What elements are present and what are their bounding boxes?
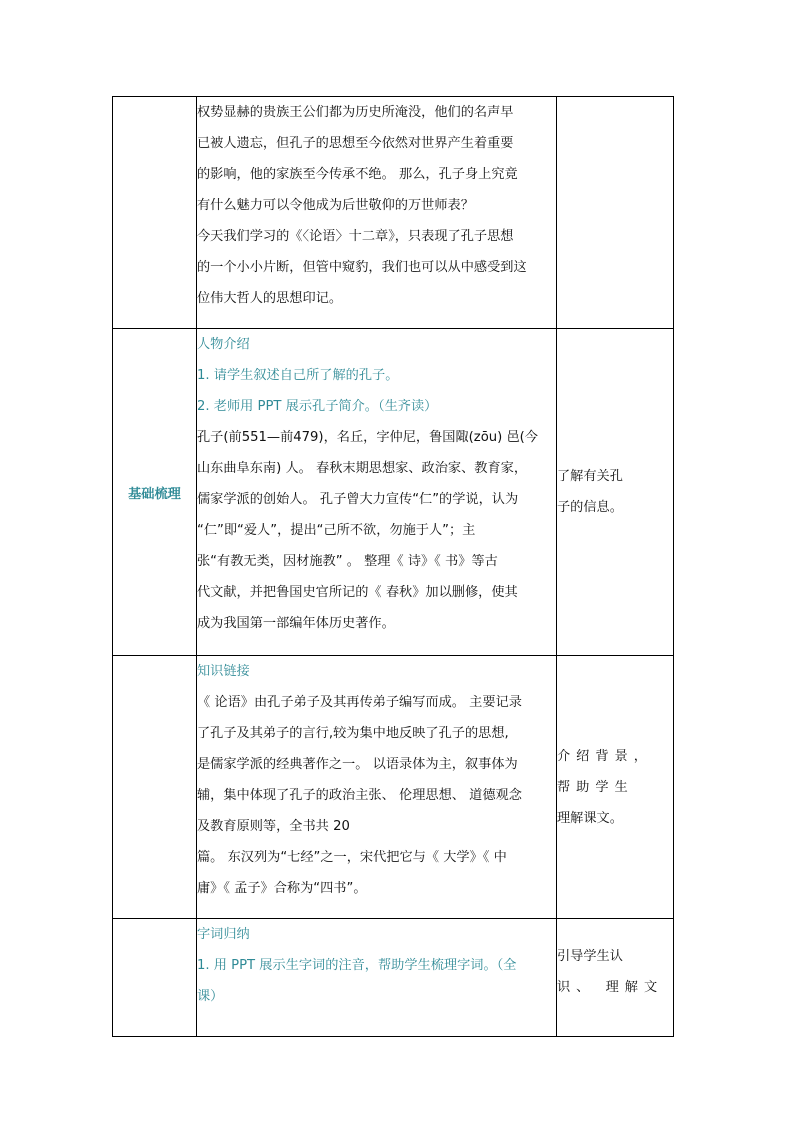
- vocab-content-cell: [197, 919, 557, 1037]
- table-row-intro: [113, 97, 674, 329]
- note-line: 介绍背景，: [557, 748, 653, 764]
- intro-line: 的一个小小片断，但管中窥豹，我们也可以从中感受到这: [197, 260, 527, 275]
- table-row-knowledge: [113, 656, 674, 919]
- intro-line: 有什么魅力可以令他成为后世敬仰的万世师表？: [197, 198, 474, 213]
- knowledge-line: 庸》《 孟子》合称为“四书”。: [197, 881, 367, 896]
- knowledge-line: 及教育原则等，全书共 20: [197, 819, 350, 834]
- note-line: 子的信息。: [557, 500, 623, 515]
- bio-line: 代文献，并把鲁国史官所记的《 春秋》加以删修，使其: [197, 585, 518, 600]
- row-label-cell-empty: [113, 97, 197, 329]
- intro-line: 已被人遗忘，但孔子的思想至今依然对世界产生着重要: [197, 136, 514, 151]
- intro-line: 位伟大哲人的思想印记。: [197, 291, 343, 306]
- note-line: 了解有关孔: [557, 469, 623, 484]
- bio-line: 孔子(前551—前479)，名丘，字仲尼，鲁国陬(zōu) 邑(今: [197, 430, 538, 445]
- knowledge-line: 篇。 东汉列为“七经”之一，宋代把它与《 大学》《 中: [197, 850, 507, 865]
- vocab-line: 课）: [197, 989, 224, 1004]
- intro-line: 今天我们学习的《〈论语〉十二章》，只表现了孔子思想: [197, 229, 514, 244]
- knowledge-line: 了孔子及其弟子的言行,较为集中地反映了孔子的思想,: [197, 726, 509, 741]
- knowledge-heading: 知识链接: [197, 664, 250, 679]
- section-label-cell: [113, 329, 197, 656]
- lesson-plan-table: [112, 96, 674, 1037]
- bio-line: 张“有教无类，因材施教” 。 整理《 诗》《 书》等古: [197, 554, 498, 569]
- intro-content-cell: [197, 97, 557, 329]
- row-label-cell-empty: [113, 919, 197, 1037]
- note-line: 识、 理解文: [557, 980, 664, 995]
- intro-line: 的影响，他的家族至今传承不绝。 那么，孔子身上究竟: [197, 167, 518, 182]
- basics-note-cell: [557, 329, 674, 656]
- bio-line: “仁”即“爱人”，提出“己所不欲，勿施于人”；主: [197, 523, 476, 538]
- knowledge-note-cell: [557, 656, 674, 919]
- bio-line: 成为我国第一部编年体历史著作。: [197, 616, 395, 631]
- note-line: 引导学生认: [557, 949, 623, 964]
- row-label-cell-empty: [113, 656, 197, 919]
- note-line: 帮助学生: [557, 779, 634, 795]
- vocab-note-cell: [557, 919, 674, 1037]
- table-row-basics: [113, 329, 674, 656]
- basics-item: 1. 请学生叙述自己所了解的孔子。: [197, 368, 399, 383]
- knowledge-line: 是儒家学派的经典著作之一。 以语录体为主，叙事体为: [197, 757, 518, 772]
- knowledge-line: 《 论语》由孔子弟子及其再传弟子编写而成。 主要记录: [197, 695, 522, 710]
- table-row-vocab: [113, 919, 674, 1037]
- basics-heading: 人物介绍: [197, 337, 250, 352]
- intro-line: 权势显赫的贵族王公们都为历史所淹没，他们的名声早: [197, 105, 514, 120]
- vocab-line: 1. 用 PPT 展示生字词的注音，帮助学生梳理字词。（全: [197, 958, 517, 973]
- note-line: 理解课文。: [557, 810, 623, 826]
- bio-line: 山东曲阜东南) 人。 春秋末期思想家、政治家、教育家，: [197, 461, 528, 476]
- section-label: 基础梳理: [128, 486, 181, 502]
- intro-note-cell: [557, 97, 674, 329]
- vocab-heading: 字词归纳: [197, 927, 250, 942]
- basics-content-cell: [197, 329, 557, 656]
- knowledge-content-cell: [197, 656, 557, 919]
- knowledge-line: 辅，集中体现了孔子的政治主张、 伦理思想、 道德观念: [197, 788, 522, 803]
- bio-line: 儒家学派的创始人。 孔子曾大力宣传“仁”的学说，认为: [197, 492, 519, 507]
- basics-item: 2. 老师用 PPT 展示孔子简介。（生齐读）: [197, 399, 438, 414]
